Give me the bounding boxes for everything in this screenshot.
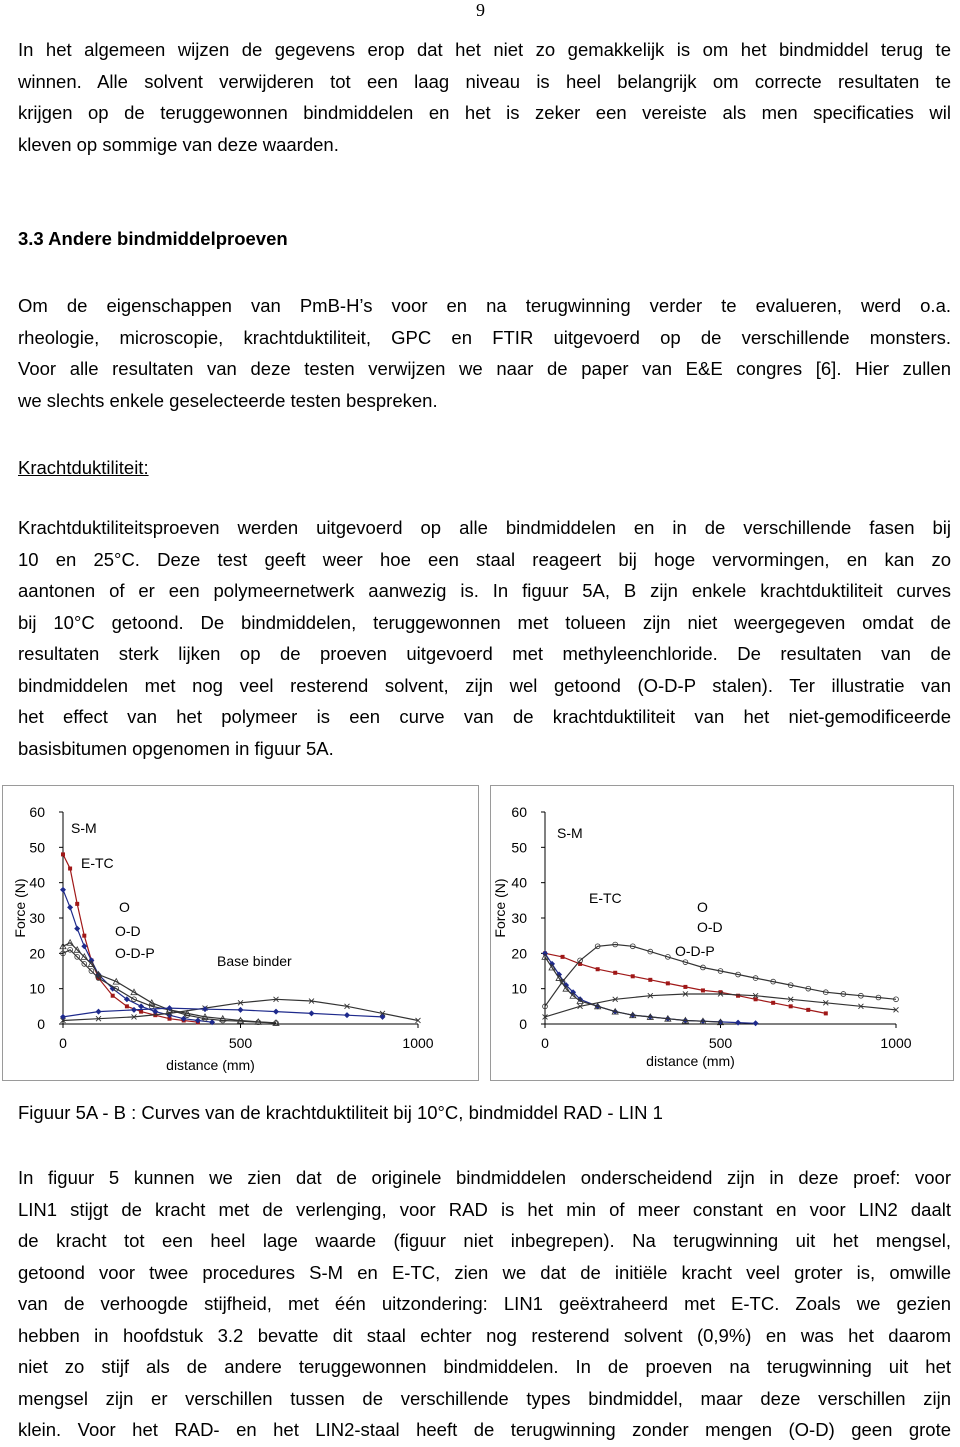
y-tick-label: 30	[511, 910, 527, 926]
data-point	[82, 934, 86, 938]
chart-5a-svg	[3, 786, 478, 1080]
x-tick-label: 500	[228, 1035, 253, 1051]
text-line: niet zo stijf als de andere teruggewonnen bindmiddelen. In de proeven na terugwinning uit het	[18, 1356, 951, 1377]
data-point	[648, 978, 652, 982]
series-line	[545, 945, 896, 1007]
x-tick-label: 1000	[880, 1035, 912, 1051]
data-point	[631, 974, 635, 978]
y-tick-label: 10	[511, 980, 527, 997]
chart-annotation: O-D	[697, 919, 723, 935]
data-point	[195, 1017, 201, 1023]
chart-annotation: Base binder	[217, 953, 292, 969]
data-point	[596, 967, 600, 971]
subheading-text: Krachtduktiliteit:	[18, 457, 149, 478]
y-tick-label: 30	[29, 910, 45, 926]
section-heading: 3.3 Andere bindmiddelproeven	[18, 228, 288, 249]
chart-annotation: O	[697, 899, 708, 915]
y-tick-label: 60	[29, 804, 45, 820]
x-tick-label: 1000	[402, 1035, 434, 1051]
text-line: In figuur 5 kunnen we zien dat de originele bindmiddelen onderscheidend zijn in deze proef: voor	[18, 1167, 951, 1188]
text-line: mengsel zijn er verschillen tussen de verschillende types bindmiddel, maar deze verschillen zijn	[18, 1387, 951, 1409]
intro-paragraph	[18, 34, 951, 160]
text-line: krijgen op de teruggewonnen bindmiddelen en het is zeker een vereiste als men specificaties wil	[18, 102, 951, 123]
data-point	[666, 981, 670, 985]
data-point	[561, 955, 565, 959]
data-point	[138, 1003, 144, 1009]
chart-annotation: O-D	[115, 923, 141, 939]
text-line: basisbitumen opgenomen in figuur 5A.	[18, 737, 334, 759]
data-point	[789, 1004, 793, 1008]
y-tick-label: 0	[519, 1016, 527, 1032]
chart-annotation: O-D-P	[675, 943, 715, 959]
chart-annotation: E-TC	[81, 855, 114, 871]
data-point	[701, 988, 705, 992]
data-point	[202, 1006, 208, 1012]
data-point	[125, 1004, 129, 1008]
y-tick-label: 10	[29, 980, 45, 997]
y-tick-label: 40	[29, 874, 45, 891]
chart-annotation: O-D-P	[115, 945, 155, 961]
x-tick-label: 0	[541, 1035, 549, 1051]
series-o-d	[543, 942, 899, 1009]
data-point	[309, 1010, 315, 1016]
data-point	[74, 926, 80, 932]
text-line: we slechts enkele geselecteerde testen bespreken.	[18, 389, 438, 411]
data-point	[238, 1007, 244, 1013]
data-point	[380, 1014, 386, 1020]
text-line: 10 en 25°C. Deze test geeft weer hoe een staal reageert bij hoge vervormingen, en kan zo	[18, 548, 951, 570]
y-tick-label: 50	[29, 839, 45, 856]
text-line: kleven op sommige van deze waarden.	[18, 133, 339, 155]
data-point	[806, 1008, 810, 1012]
closing-paragraph	[18, 1162, 951, 1446]
chart-annotation: S-M	[557, 825, 583, 841]
y-axis-label: Force (N)	[492, 878, 508, 938]
data-point	[824, 1011, 828, 1015]
y-tick-label: 50	[511, 839, 527, 856]
data-point	[139, 1010, 143, 1014]
text-line: rheologie, microscopie, krachtduktiliteit, GPC en FTIR uitgevoerd op de verschillende monsters.	[18, 326, 951, 348]
y-axis-label: Force (N)	[12, 878, 28, 938]
data-point	[683, 985, 687, 989]
x-axis-label: distance (mm)	[166, 1057, 255, 1073]
data-point	[344, 1012, 350, 1018]
data-point	[613, 971, 617, 975]
y-tick-label: 20	[511, 945, 527, 962]
text-line: resultaten sterk lijken op de proeven uitgevoerd met methyleenchloride. De resultaten van de	[18, 643, 951, 664]
data-point	[273, 1009, 279, 1015]
text-line: getoond voor twee procedures S-M en E-TC, zien we dat de initiële kracht veel groter is, omwille	[18, 1261, 951, 1283]
x-tick-label: 500	[708, 1035, 733, 1051]
data-point	[60, 1014, 66, 1020]
text-line: bindmiddelen met nog veel resterend solvent, zijn wel getoond (O-D-P stalen). Ter illustratie van	[18, 674, 951, 696]
data-point	[735, 1020, 741, 1026]
y-tick-label: 60	[511, 804, 527, 820]
data-point	[111, 994, 115, 998]
text-line: Voor alle resultaten van deze testen verwijzen we naar de paper van E&E congres [6]. Hier zullen	[18, 358, 951, 379]
figure-caption: Figuur 5A - B : Curves van de krachtduktiliteit bij 10°C, bindmiddel RAD - LIN 1	[18, 1102, 663, 1123]
data-point	[67, 904, 73, 910]
text-line: winnen. Alle solvent verwijderen tot een laag niveau is heel belangrijk om correcte resultaten te	[18, 70, 951, 92]
chart-5b-svg	[491, 786, 953, 1080]
page-number: 9	[476, 0, 485, 20]
data-point	[75, 902, 79, 906]
data-point	[754, 997, 758, 1001]
kracht-paragraph	[18, 512, 951, 764]
chart-annotation: S-M	[71, 820, 97, 836]
figure-5a	[2, 785, 479, 1081]
text-line: het effect van het polymeer is een curve van de krachtduktiliteit van het niet-gemodificeerde	[18, 706, 951, 727]
text-line: LIN1 stijgt de kracht met de verlenging, voor RAD is het min of meer constant en voor LIN2 daalt	[18, 1198, 951, 1220]
text-line: Om de eigenschappen van PmB-H’s voor en na terugwinning verder te evalueren, werd o.a.	[18, 295, 951, 316]
data-point	[68, 867, 72, 871]
y-tick-label: 40	[511, 874, 527, 891]
text-line: van de verhoogde stijfheid, met één uitzondering: LIN1 geëxtraheerd met E-TC. Zoals we gezien	[18, 1293, 951, 1314]
subheading	[18, 452, 951, 484]
x-tick-label: 0	[59, 1035, 67, 1051]
x-axis-label: distance (mm)	[646, 1053, 735, 1069]
text-line: hebben in hoofdstuk 3.2 bevatte dit staal echter nog resterend solvent (0,9%) en was het daarom	[18, 1324, 951, 1346]
chart-annotation: E-TC	[589, 890, 622, 906]
data-point	[60, 887, 66, 893]
data-point	[152, 1009, 158, 1015]
data-point	[61, 852, 65, 856]
data-point	[753, 1020, 759, 1026]
section-paragraph	[18, 290, 951, 416]
figure-5b	[490, 785, 954, 1081]
chart-annotation: O	[119, 899, 130, 915]
text-line: bij 10°C getoond. De bindmiddelen, teruggewonnen met tolueen zijn niet weergegeven omdat de	[18, 611, 951, 633]
data-point	[96, 1009, 102, 1015]
text-line: de kracht tot een heel lage waarde (figuur niet inbegrepen). Na terugwinning uit het mengsel,	[18, 1230, 951, 1251]
text-line: Krachtduktiliteitsproeven werden uitgevoerd op alle bindmiddelen en in de verschillende fasen bij	[18, 517, 951, 538]
text-line: In het algemeen wijzen de gegevens erop dat het niet zo gemakkelijk is om het bindmiddel terug te	[18, 39, 951, 60]
data-point	[771, 1001, 775, 1005]
y-tick-label: 0	[37, 1016, 45, 1032]
text-line: aantonen of er een polymeernetwerk aanwezig is. In figuur 5A, B zijn enkele krachtduktiliteit curves	[18, 580, 951, 601]
text-line: klein. Voor het RAD- en het LIN2-staal heeft de terugwinning zonder mengen (O-D) geen grote	[18, 1419, 951, 1440]
y-tick-label: 20	[29, 945, 45, 962]
